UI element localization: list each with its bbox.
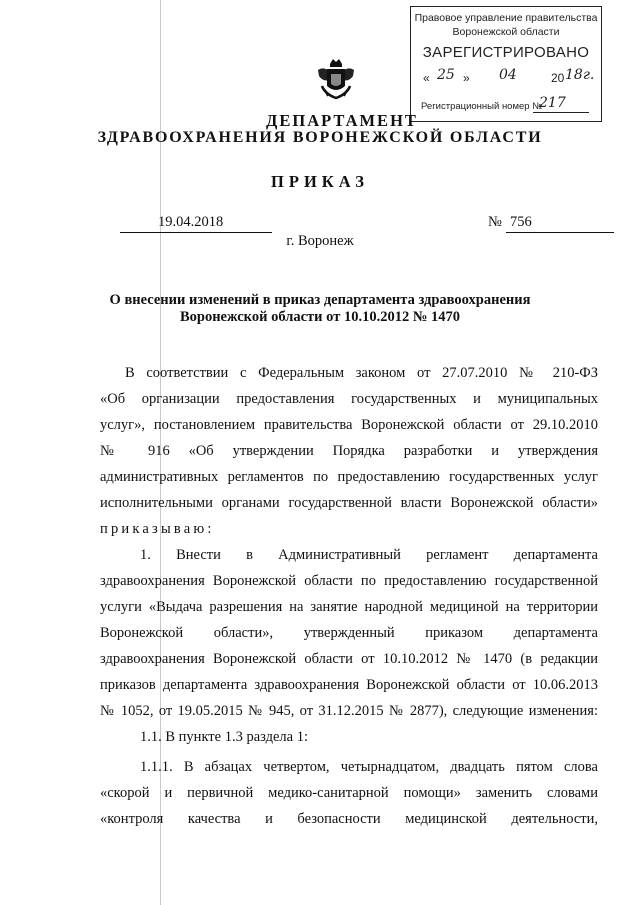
body-line: услуги «Выдача разрешения на занятие народной медициной на территории	[100, 599, 598, 615]
registration-stamp	[410, 6, 602, 122]
title-line-2: Воронежской области от 10.10.2012 № 1470	[179, 309, 461, 325]
body-line: № 1052, от 19.05.2015 № 945, от 31.12.2015 № 2877), следующие изменения:	[100, 703, 598, 719]
body-line: В соответствии с Федеральным законом от 27.07.2010 № 210-ФЗ	[125, 365, 598, 381]
order-number: 756	[510, 214, 532, 230]
coat-of-arms-icon	[316, 56, 356, 102]
body-line: здравоохранения Воронежской области от 10.10.2012 № 1470 (в редакции	[100, 651, 598, 667]
body-line: исполнительными органами государственной власти Воронежской области»	[100, 495, 598, 511]
order-number-label: №	[488, 214, 502, 230]
stamp-date: « 25 » 04 20 18г.	[423, 67, 595, 85]
body-line: административных регламентов по предоставлению государственных услуг	[100, 469, 598, 485]
department-line-2: ЗДРАВООХРАНЕНИЯ ВОРОНЕЖСКОЙ ОБЛАСТИ	[97, 129, 543, 146]
body-line: 1.1.1. В абзацах четвертом, четырнадцатом, двадцать пятом слова	[140, 759, 598, 775]
body-line: 1.1. В пункте 1.3 раздела 1:	[140, 729, 308, 745]
body-line: 1. Внести в Административный регламент департамента	[140, 547, 598, 563]
order-date-field	[120, 214, 272, 233]
order-title	[90, 292, 550, 326]
stamp-line-2: Воронежской области	[452, 26, 560, 38]
body-line: здравоохранения Воронежской области по предоставлению государственной	[100, 573, 598, 589]
body-line: услуг», постановлением правительства Воронежской области от 29.10.2010	[100, 417, 598, 433]
order-number-field	[506, 214, 614, 233]
body-line: «контроля качества и безопасности медицинской деятельности,	[100, 811, 598, 827]
city: г. Воронеж	[286, 233, 354, 249]
stamp-line-1: Правовое управление правительства	[414, 12, 598, 24]
body-line: Воронежской области», утвержденный приказом департамента	[100, 625, 598, 641]
department-line-1: ДЕПАРТАМЕНТ	[266, 111, 418, 130]
body-line: «Об организации предоставления государственных и муниципальных	[100, 391, 598, 407]
document-type: ПРИКАЗ	[271, 172, 369, 191]
body-line: приказов департамента здравоохранения Воронежской области от 10.06.2013	[100, 677, 598, 693]
order-date: 19.04.2018	[158, 214, 224, 230]
stamp-day: 25	[437, 67, 455, 83]
title-line-1: О внесении изменений в приказ департамента здравоохранения	[109, 292, 531, 308]
body-line: № 916 «Об утверждении Порядка разработки и утверждения	[100, 443, 598, 459]
stamp-month: 04	[499, 67, 517, 83]
body-line: «скорой и первичной медико-санитарной помощи» заменить словами	[100, 785, 598, 801]
stamp-year-prefix: 20	[551, 71, 565, 85]
body-line-decree: приказываю:	[100, 521, 215, 537]
stamp-registered: ЗАРЕГИСТРИРОВАНО	[422, 44, 590, 61]
stamp-year-suffix: 18г.	[565, 67, 595, 83]
stamp-reg-number	[421, 95, 566, 112]
stamp-reg-value: 217	[539, 95, 566, 111]
stamp-reg-label: Регистрационный номер №	[421, 101, 543, 112]
